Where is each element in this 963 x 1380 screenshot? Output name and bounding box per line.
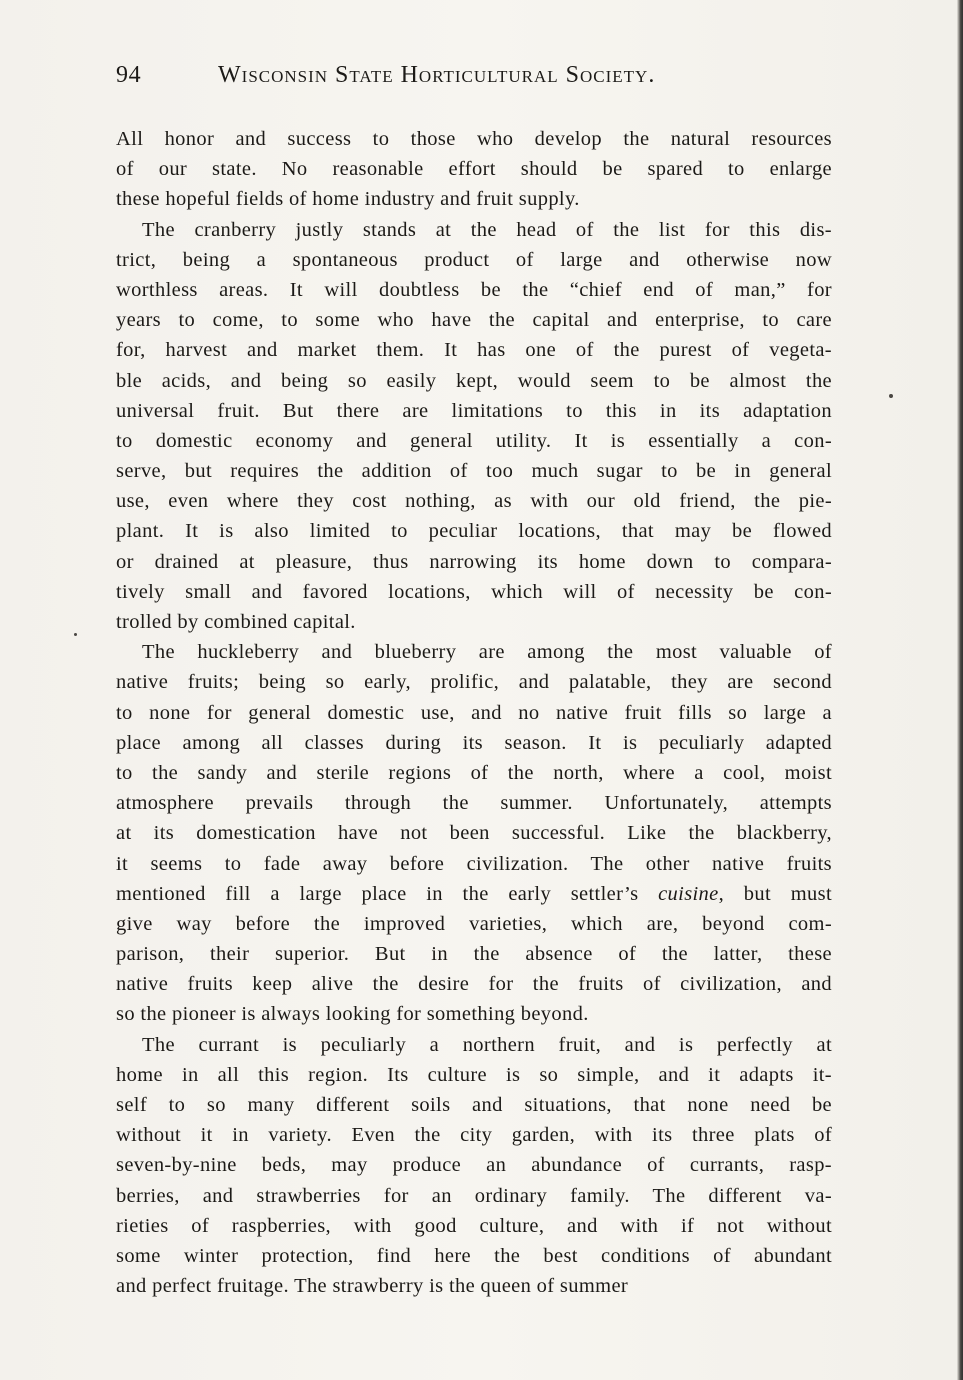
text-line: tively small and favored locations, which will of necessity be con- [116, 580, 832, 603]
text-line: trolled by combined capital. [116, 611, 356, 633]
text-line: some winter protection, find here the best conditions of abundant [116, 1244, 832, 1267]
text-line: home in all this region. Its culture is so simple, and it adapts it- [116, 1063, 832, 1086]
text-line: worthless areas. It will doubtless be the “chief end of man,” for [116, 278, 832, 301]
page-header [116, 58, 836, 98]
text-line: universal fruit. But there are limitations to this in its adaptation [116, 399, 832, 422]
text-line: All honor and success to those who develop the natural resources [116, 128, 832, 150]
text-line: native fruits keep alive the desire for the fruits of civilization, and [116, 973, 832, 996]
ink-speck [74, 633, 77, 636]
text-line: plant. It is also limited to peculiar locations, that may be flowed [116, 520, 832, 543]
text-line: so the pioneer is always looking for something beyond. [116, 1003, 589, 1026]
ink-speck [889, 394, 893, 398]
text-line: seven-by-nine beds, may produce an abundance of currants, rasp- [116, 1154, 832, 1177]
text-line: rieties of raspberries, with good culture, and with if not without [116, 1214, 832, 1237]
text-line: of our state. No reasonable effort should be spared to enlarge [116, 158, 832, 181]
text-line: The currant is peculiarly a northern fruit, and is perfectly at [142, 1033, 832, 1056]
text-line: at its domestication have not been successful. Like the blackberry, [116, 822, 832, 845]
text-line: to domestic economy and general utility. It is essentially a con- [116, 429, 832, 452]
text-line: these hopeful fields of home industry and fruit supply. [116, 188, 580, 211]
text-line: for, harvest and market them. It has one of the purest of vegeta- [116, 339, 832, 362]
text-line: native fruits; being so early, prolific, and palatable, they are second [116, 671, 832, 694]
text-line: years to come, to some who have the capital and enterprise, to care [116, 309, 832, 332]
paragraph [116, 637, 832, 1029]
page-edge-shadow [957, 0, 963, 1380]
text-line: or drained at pleasure, thus narrowing its home down to compara- [116, 550, 832, 573]
text-line: and perfect fruitage. The strawberry is the queen of summer [116, 1275, 629, 1298]
text-line: without it in variety. Even the city garden, with its three plats of [116, 1124, 832, 1147]
body-text [116, 124, 832, 1301]
text-line: berries, and strawberries for an ordinary family. The different va- [116, 1184, 832, 1207]
running-title: Wisconsin State Horticultural Society. [218, 62, 656, 88]
text-line: serve, but requires the addition of too much sugar to be in general [116, 460, 832, 483]
text-line: mentioned fill a large place in the early settler’s cuisine, but must [116, 882, 832, 905]
text-line: it seems to fade away before civilization. The other native fruits [116, 852, 832, 875]
text-line: self to so many different soils and situations, that none need be [116, 1094, 832, 1116]
text-line: The cranberry justly stands at the head of the list for this dis- [142, 218, 832, 241]
text-line: to the sandy and sterile regions of the north, where a cool, moist [116, 761, 832, 784]
text-line: The huckleberry and blueberry are among the most valuable of [142, 641, 832, 664]
text-line: trict, being a spontaneous product of large and otherwise now [116, 248, 832, 271]
page-number: 94 [116, 62, 142, 88]
text-line: atmosphere prevails through the summer. Unfortunately, attempts [116, 792, 832, 815]
text-line: to none for general domestic use, and no native fruit fills so large a [116, 701, 832, 724]
text-line: ble acids, and being so easily kept, would seem to be almost the [116, 369, 832, 392]
paragraph [116, 124, 832, 215]
paragraph [116, 1030, 832, 1302]
text-line: place among all classes during its season. It is peculiarly adapted [116, 731, 832, 754]
text-line: use, even where they cost nothing, as with our old friend, the pie- [116, 490, 832, 513]
text-line: parison, their superior. But in the absence of the latter, these [116, 943, 832, 966]
paragraph [116, 215, 832, 638]
text-line: give way before the improved varieties, which are, beyond com- [116, 912, 832, 935]
